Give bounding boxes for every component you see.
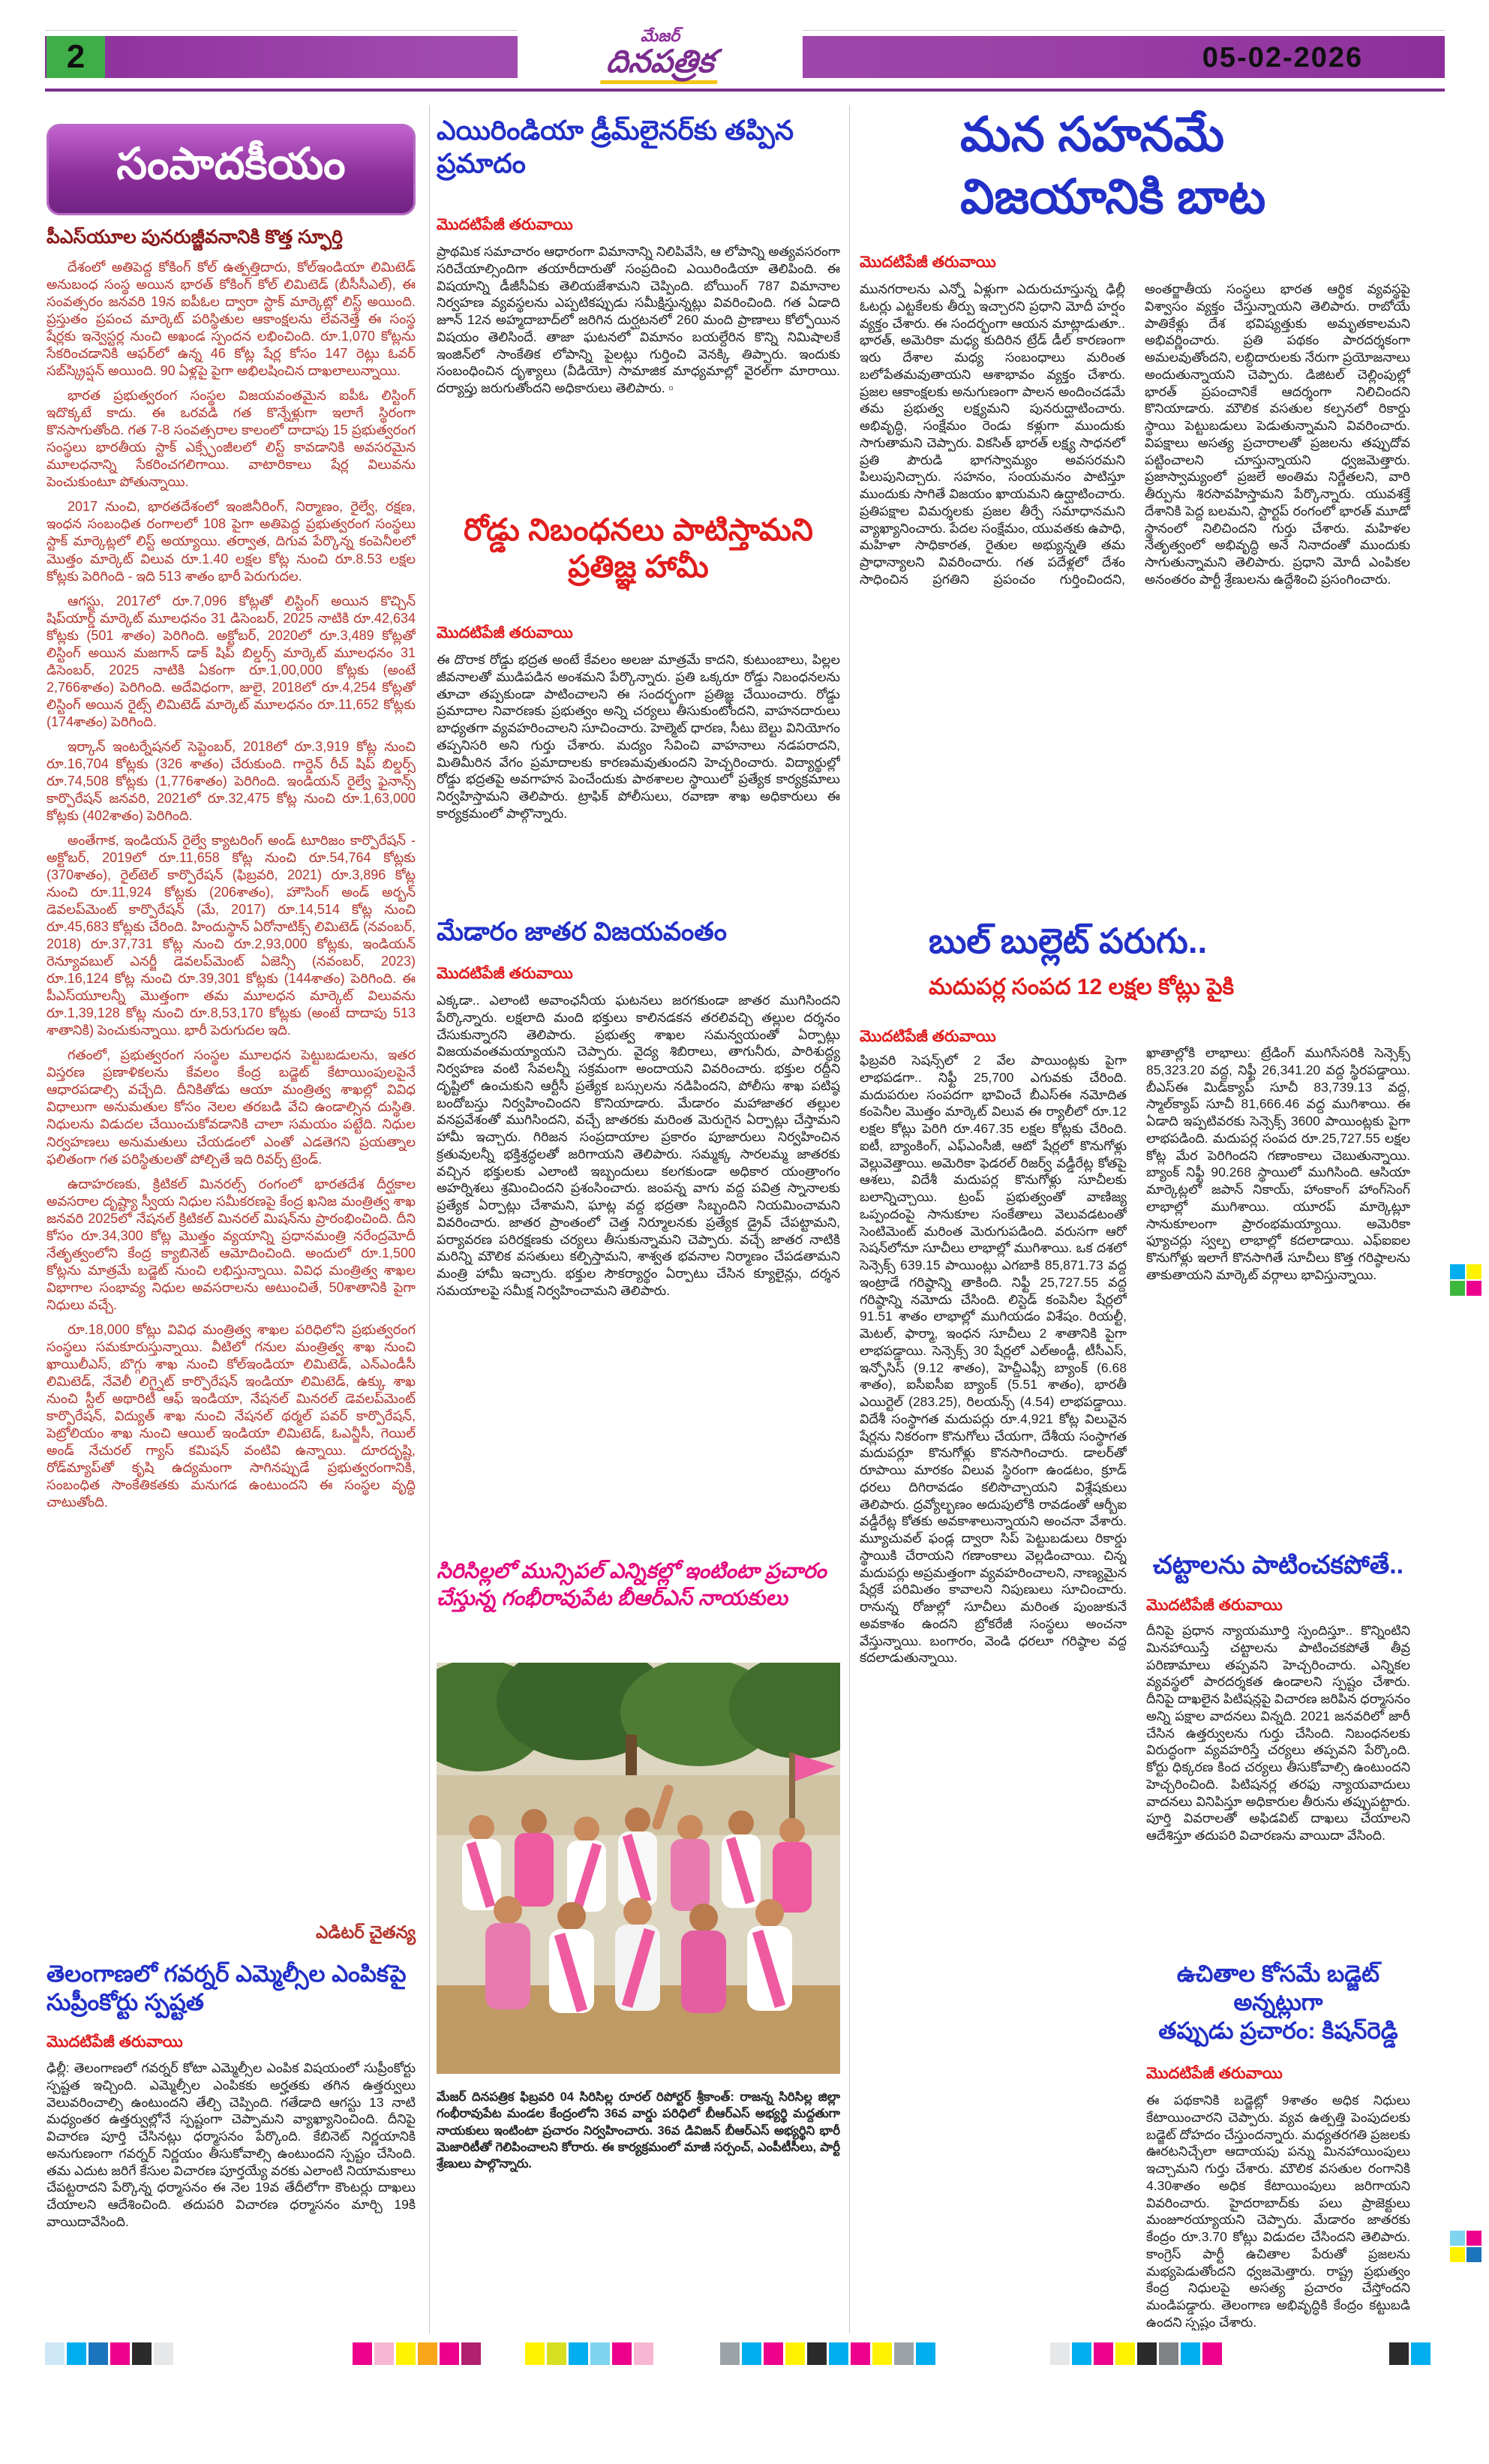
registration-marks bbox=[353, 2342, 483, 2365]
main-story-body: మునగరాలను ఎన్నో ఏళ్లుగా ఎదురుచూస్తున్న ఢిల్లీ ఓటర్లు ఎట్టకేలకు తీర్పు ఇచ్చారని ప్రధాని మోదీ హర్షం వ్యక్తం చేశారు. ఈ సందర్భంగా ఆయన మాట్లాడుతూ.. భారత్, అమెరికా మధ్య కుదిరిన ట్రేడ్ డీల్ కారణంగా ఇరు దేశాల మధ్య సంబంధాలు మరింత బలోపేతమవుతాయని ఆశాభావం వ్యక్తం చేశారు. ప్రజల ఆకాంక్షలకు అనుగుణంగా పాలన అందించడమే తమ ప్రభుత్వ లక్ష్యమని పునరుద్ఘాటించారు. అభివృద్ధి, సంక్షేమం రెండు కళ్లుగా ముందుకు సాగుతామని చెప్పారు. వికసిత్ భారత్ లక్ష్య సాధనలో ప్రతి పౌరుడి భాగస్వామ్యం అవసరమని పిలుపునిచ్చారు. సహనం, సంయమనం పాటిస్తూ ముందుకు సాగితే విజయం ఖాయమని ఉద్ఘాటించారు. ప్రతిపక్షాల విమర్శలకు ప్రజల తీర్పే సమాధానమని వ్యాఖ్యానించారు. పేదల సంక్షేమం, యువతకు ఉపాధి, మహిళా సాధికారత, రైతుల అభ్యున్నతి తమ ప్రాధాన్యాలని వివరించారు. గత పదేళ్లలో దేశం సాధించిన ప్రగతిని ప్రపంచం గుర్తించిందని, అంతర్జాతీయ సంస్థలు భారత ఆర్థిక వ్యవస్థపై విశ్వాసం వ్యక్తం చేస్తున్నాయని తెలిపారు. రాబోయే పాతికేళ్లు దేశ భవిష్యత్తుకు అమృతకాలమని అభివర్ణించారు. ప్రతి పథకం పారదర్శకంగా అమలవుతోందని, లబ్ధిదారులకు నేరుగా ప్రయోజనాలు అందుతున్నాయని చెప్పారు. డిజిటల్ చెల్లింపుల్లో భారత్ ప్రపంచానికే ఆదర్శంగా నిలిచిందని కొనియాడారు. మౌలిక వసతుల కల్పనలో రికార్డు స్థాయి పెట్టుబడులు పెడుతున్నామని వివరించారు. విపక్షాలు అసత్య ప్రచారాలతో ప్రజలను తప్పుదోవ పట్టించాలని చూస్తున్నాయని ధ్వజమెత్తారు. ప్రజాస్వామ్యంలో ప్రజలే అంతిమ నిర్ణేతలని, వారి తీర్పును శిరసావహిస్తామని పేర్కొన్నారు. యువశక్తే దేశానికి పెద్ద బలమని, స్టార్టప్ రంగంలో భారత్ మూడో స్థానంలో నిలిచిందని గుర్తు చేశారు. మహిళల నేతృత్వంలో అభివృద్ధి అనే నినాదంతో ముందుకు సాగుతున్నామని తెలిపారు. ప్రధాని మోదీ ఎంపికల అనంతరం పార్టీ శ్రేణులను ఉద్దేశించి ప్రసంగించారు. bbox=[860, 281, 1410, 587]
registration-marks bbox=[1050, 2342, 1224, 2365]
campaign-photo-graphic bbox=[437, 1663, 840, 2074]
main-headline-line1: మన సహనమే bbox=[960, 107, 1225, 161]
masthead-logo bbox=[518, 26, 803, 87]
continued-label: మొదటిపేజీ తరువాయి bbox=[1146, 2065, 1283, 2082]
air-india-body: ప్రాథమిక సమాచారం ఆధారంగా విమానాన్ని నిలిపివేసి, ఆ లోపాన్ని అత్యవసరంగా సరిచేయాల్సిందిగా తయారీదారుతో సంప్రదించి ఎయిరిండియా తెలిపింది. ఈ విషయాన్ని డీజీసీఏకు తెలియజేశామని చెప్పింది. బోయింగ్ 787 విమానాల నిర్వహణ వ్యవస్థలను ఎప్పటికప్పుడు సమీక్షిస్తున్నట్లు వివరించింది. గత ఏడాది జూన్ 12న అహ్మదాబాద్‌లో జరిగిన దుర్ఘటనలో 260 మంది ప్రాణాలు కోల్పోయిన విషయం తెలిసిందే. తాజా ఘటనలో విమానం బయల్దేరిన కొన్ని నిమిషాలకే ఇంజిన్‌లో సాంకేతిక లోపాన్ని పైలట్లు గుర్తించి వెనక్కి తిప్పారు. ఇందుకు సంబంధించిన దృశ్యాలు (వీడియో) సామాజిక మాధ్యమాల్లో వైరల్‌గా మారాయి. దర్యాప్తు జరుగుతోందని అధికారులు తెలిపారు. ▫ bbox=[437, 244, 840, 395]
editorial-byline: ఎడిటర్ చైతన్య bbox=[316, 1922, 416, 1942]
registration-marks bbox=[720, 2342, 938, 2365]
brs-campaign-photo bbox=[437, 1663, 840, 2074]
continued-label: మొదటిపేజీ తరువాయి bbox=[47, 2033, 183, 2051]
edition-date: 05-02-2026 bbox=[1202, 42, 1364, 74]
continued-label: మొదటిపేజీ తరువాయి bbox=[860, 254, 996, 271]
continued-label: మొదటిపేజీ తరువాయి bbox=[437, 216, 573, 233]
bull-run-headline: బుల్ బుల్లెట్ పరుగు.. bbox=[929, 921, 1208, 960]
laws-body: దీనిపై ప్రధాన న్యాయమూర్తి స్పందిస్తూ.. కొన్నింటిని మినహాయిస్తే చట్టాలను పాటించకపోతే తీవ్ర పరిణామాలు తప్పవని హెచ్చరించారు. ఎన్నికల వ్యవస్థలో పారదర్శకత ఉండాలని స్పష్టం చేశారు. దీనిపై దాఖలైన పిటిషన్లపై విచారణ జరిపిన ధర్మాసనం అన్ని పక్షాల వాదనలు విన్నది. 2021 జనవరిలో జారీ చేసిన ఉత్తర్వులను గుర్తు చేసింది. నిబంధనలకు విరుద్ధంగా వ్యవహరిస్తే చర్యలు తప్పవని పేర్కొంది. కోర్టు ధిక్కరణ కింద చర్యలు తీసుకోవాల్సి ఉంటుందని హెచ్చరించింది. పిటిషనర్ల తరఫు న్యాయవాదులు వాదనలు వినిపిస్తూ అధికారుల తీరును తప్పుపట్టారు. పూర్తి వివరాలతో అఫిడవిట్ దాఖలు చేయాలని ఆదేశిస్తూ తదుపరి విచారణను వాయిదా వేసింది. bbox=[1146, 1623, 1410, 1843]
page-number: 2 bbox=[47, 36, 105, 78]
medaram-headline: మేడారం జాతర విజయవంతం bbox=[437, 918, 727, 946]
road-safety-body: ఈ దొరాక రోడ్డు భద్రత అంటే కేవలం అలజు మాత్రమే కాదని, కుటుంబాలు, పిల్లల జీవనాలతో ముడిపడిన అంశమని పేర్కొన్నారు. ప్రతి ఒక్కరూ రోడ్డు నిబంధనలను తూచా తప్పకుండా పాటించాలని ఈ సందర్భంగా ప్రతిజ్ఞ చేయించారు. రోడ్డు ప్రమాదాల నివారణకు ప్రభుత్వం అన్ని చర్యలు తీసుకుంటోందని, వాహనదారులు బాధ్యతగా వ్యవహరించాలని సూచించారు. హెల్మెట్ ధారణ, సీటు బెల్టు వినియోగం తప్పనిసరి అని గుర్తు చేశారు. మద్యం సేవించి వాహనాలు నడపరాదని, మితిమీరిన వేగం ప్రమాదాలకు కారణమవుతుందని హెచ్చరించారు. విద్యార్థుల్లో రోడ్డు భద్రతపై అవగాహన పెంచేందుకు పాఠశాలల స్థాయిలో ప్రత్యేక కార్యక్రమాలు నిర్వహిస్తామని తెలిపారు. ట్రాఫిక్ పోలీసులు, రవాణా శాఖ అధికారులు ఈ కార్యక్రమంలో పాల్గొన్నారు. bbox=[437, 652, 840, 821]
registration-marks-edge bbox=[1449, 2230, 1485, 2263]
continued-label: మొదటిపేజీ తరువాయి bbox=[437, 965, 573, 982]
registration-marks bbox=[45, 2342, 176, 2365]
supreme-court-headline: తెలంగాణలో గవర్నర్ ఎమ్మెల్సీల ఎంపికపై సుప్రీంకోర్టు స్పష్టత bbox=[47, 1961, 407, 2015]
continued-label: మొదటిపేజీ తరువాయి bbox=[437, 624, 573, 642]
kishan-headline-line1: ఉచితాల కోసమే బడ్జెట్ అన్నట్లుగా bbox=[1176, 1961, 1380, 2015]
header-rule bbox=[45, 89, 1445, 92]
continued-label: మొదటిపేజీ తరువాయి bbox=[1146, 1597, 1283, 1614]
continued-label: మొదటిపేజీ తరువాయి bbox=[860, 1028, 996, 1045]
editorial-heading: పీఎస్‌యూల పునరుజ్జీవనానికి కొత్త స్ఫూర్తి bbox=[47, 227, 343, 248]
kishan-headline-line2: తప్పుడు ప్రచారం: కిషన్‌రెడ్డి bbox=[1158, 2017, 1398, 2044]
supreme-court-body: ఢిల్లీ: తెలంగాణలో గవర్నర్ కోటా ఎమ్మెల్సీల ఎంపిక విషయంలో సుప్రీంకోర్టు స్పష్టత ఇచ్చింది. ఎమ్మెల్సీల ఎంపికకు అర్హతకు తగిన ఉత్తర్వులు వెలువరించాల్సి ఉంటుందని తేల్చి చెప్పింది. గతేడాది ఆగస్టు 13 నాటి మధ్యంతర ఉత్తర్వుల్లోనే స్పష్టంగా చెప్పామని వ్యాఖ్యానించింది. దీనిపై విచారణ పూర్తి చేసినట్లు ధర్మాసనం పేర్కొంది. కేబినెట్ నిర్ణయానికి అనుగుణంగా గవర్నర్ నిర్ణయం తీసుకోవాల్సి ఉంటుందని స్పష్టం చేసింది. తమ ఎదుట జరిగే కేసుల విచారణ పూర్తయ్యే వరకు ఎలాంటి నియామకాలు చేపట్టరాదని పేర్కొన్న ధర్మాసనం ఈ నెల 19వ తేదీలోగా కౌంటర్లు దాఖలు చేయాలని ఆదేశించింది. తదుపరి విచారణ ధర్మాసనం మార్చి 19కి వాయిదావేసింది. bbox=[47, 2060, 416, 2229]
kishan-headline bbox=[1146, 1960, 1410, 2045]
laws-headline: చట్టాలను పాటించకపోతే.. bbox=[1152, 1551, 1404, 1579]
editorial-section-banner: సంపాదకీయం bbox=[47, 124, 416, 215]
editorial-body: దేశంలో అతిపెద్ద కోకింగ్ కోల్ ఉత్పత్తిదారు, కోల్ఇండియా లిమిటెడ్ అనుబంధ సంస్థ అయిన భారత్ కోకింగ్ కోల్ లిమిటెడ్ (బీసీసీఎల్), ఈ సంవత్సరం జనవరి 19న ఐపీఓల ద్వారా స్టాక్ మార్కెట్లో లిస్ట్ అయింది. ప్రస్తుతం ప్రపంచ మార్కెట్ పరిస్థితుల ఆకాంక్షలను లేవనెత్తే ఈ సంస్థ షేర్లకు ఇన్వెస్టర్ల నుంచి అఖండ స్పందన లభించింది. రూ.1,070 కోట్లను సేకరించడానికి ఆఫర్‌లో ఉన్న 46 కోట్ల షేర్ల కోసం 147 రెట్లు ఓవర్ సబ్‌స్క్రిప్షన్ అయింది. 90 ఏళ్లపై పైగా అభిలషించిన దాఖలాలున్నాయి. భారత ప్రభుత్వరంగ సంస్థల విజయవంతమైన ఐపీఓ లిస్టింగ్ ఇదొక్కటే కాదు. ఈ ఒరవడి గత కొన్నేళ్లుగా ఇలాగే స్థిరంగా కొనసాగుతోంది. గత 7-8 సంవత్సరాల కాలంలో దాదాపు 15 ప్రభుత్వరంగ సంస్థలు భారతీయ స్టాక్ ఎక్స్ఛేంజీలలో లిస్ట్ కావడానికి అవసరమైన మూలధనాన్ని సేకరించగలిగాయి. వాటారికాలు షేర్ల విలువను పెంచుకుంటూ పోతున్నాయి. 2017 నుంచి, భారతదేశంలో ఇంజినీరింగ్, నిర్మాణం, రైల్వే, రక్షణ, ఇంధన సంబంధిత రంగాలలో 108 పైగా అతిపెద్ద ప్రభుత్వరంగ సంస్థలు స్టాక్ మార్కెట్లలో లిస్ట్ అయ్యాయి. తర్వాత, దిగువ పేర్కొన్న కంపెనీలలో మొత్తం మార్కెట్ విలువ రూ.1.40 లక్షల కోట్ల నుంచి రూ.8.53 లక్షల కోట్లకు పెరిగింది - ఇది 513 శాతం భారీ పెరుగుదల. ఆగస్టు, 2017లో రూ.7,096 కోట్లతో లిస్టింగ్ అయిన కొచ్చిన్ షిప్‌యార్డ్ మార్కెట్ మూలధనం 31 డిసెంబర్, 2025 నాటికి రూ.42,634 కోట్లకు (501 శాతం) పెరిగింది. అక్టోబర్, 2020లో రూ.3,489 కోట్లతో లిస్టింగ్ అయిన మజగాన్ డాక్ షిప్ బిల్డర్స్ మార్కెట్ మూలధనం 31 డిసెంబర్, 2025 నాటికి ఏకంగా రూ.1,00,000 కోట్లకు (అంటే 2,766శాతం) పెరిగింది. అదేవిధంగా, జులై, 2018లో రూ.4,254 కోట్లతో లిస్టింగ్ అయిన రైట్స్ లిమిటెడ్ మార్కెట్ మూలధనం రూ.11,652 కోట్లకు (174శాతం) పెరిగింది. ఇర్కాన్ ఇంటర్నేషనల్ సెప్టెంబర్, 2018లో రూ.3,919 కోట్ల నుంచి రూ.16,704 కోట్లకు (326 శాతం) చేరుకుంది. గార్డెన్ రీచ్ షిప్ బిల్డర్స్ రూ.74,508 కోట్లకు (1,776శాతం) పెరిగింది. ఇండియన్ రైల్వే ఫైనాన్స్ కార్పొరేషన్ జనవరి, 2021లో రూ.32,475 కోట్ల నుంచి రూ.1,63,000 కోట్లకు (402శాతం) పెరిగింది. అంతేగాక, ఇండియన్ రైల్వే క్యాటరింగ్ అండ్ టూరిజం కార్పొరేషన్ - అక్టోబర్, 2019లో రూ.11,658 కోట్ల నుంచి రూ.54,764 కోట్లకు (370శాతం), రైల్‌టెల్ కార్పొరేషన్ (ఫిబ్రవరి, 2021) రూ.3,896 కోట్ల నుంచి రూ.11,924 కోట్లకు (206శాతం), హౌసింగ్ అండ్ అర్బన్ డెవలప్‌మెంట్ కార్పొరేషన్ (మే, 2017) రూ.14,514 కోట్ల నుంచి రూ.45,683 కోట్లకు చేరింది. హిందుస్థాన్ ఏరోనాటిక్స్ లిమిటెడ్ (నవంబర్, 2018) రూ.37,731 కోట్ల నుంచి రూ.2,93,000 కోట్లకు, ఇండియన్ రెన్యూవబుల్ ఎనర్జీ డెవలప్‌మెంట్ ఏజెన్సీ (నవంబర్, 2023) రూ.16,124 కోట్ల నుంచి రూ.39,301 కోట్లకు (144శాతం) పెరిగింది. ఈ పీఎస్‌యూలన్నీ మొత్తంగా తమ మూలధన మార్కెట్ విలువను రూ.1,39,128 కోట్ల నుంచి రూ.8,53,170 కోట్లకు (అంటే దాదాపు 513 శాతానికి) పెంచుకున్నాయి. భారీ పెరుగుదల ఇది. గతంలో, ప్రభుత్వరంగ సంస్థల మూలధన పెట్టుబడులను, ఇతర విస్తరణ ప్రణాళికలను కేవలం కేంద్ర బడ్జెట్ కేటాయింపులపైనే ఆధారపడాల్సి వచ్చేది. దీనికితోడు ఆయా మంత్రిత్వ శాఖల్లో వివిధ విధాలుగా అనుమతుల కోసం నెలల తరబడి వేచి ఉండాల్సిన దుస్థితి. నిధులను విడుదల చేయించుకోవడానికి చాలా సమయం పట్టేది. నిధుల నిర్వహణలు అనుమతులు చేయడంలో ఎంతో ఎడతెగని ప్రయత్నాల ఫలితంగా గత పరిస్థితులతో పోల్చితే ఇది రివర్స్ ట్రెండ్. ఉదాహరణకు, క్రిటికల్ మినరల్స్ రంగంలో భారతదేశ దీర్ఘకాల అవసరాల దృష్ట్యా స్వీయ నిధుల సమీకరణపై కేంద్ర ఖనిజ మంత్రిత్వ శాఖ జనవరి 2025లో నేషనల్ క్రిటికల్ మినరల్ మిషన్‌ను ప్రారంభించింది. దీని కోసం రూ.34,300 కోట్ల మొత్తం వ్యయాన్ని ప్రధానమంత్రి నరేంద్రమోదీ నేతృత్వంలోని కేంద్ర క్యాబినెట్ ఆమోదించింది. అందులో రూ.1,500 కోట్లను మాత్రమే బడ్జెట్ నుంచి లభిస్తున్నాయి. వివిధ మంత్రిత్వ శాఖల విభాగాల సంభావ్య నిధుల అవసరాలను అటుంచితే, 50శాతానికి పైగా నిధులు వచ్చే. రూ.18,000 కోట్లు వివిధ మంత్రిత్వ శాఖల పరిధిలోని ప్రభుత్వరంగ సంస్థలు సమకూరుస్తున్నాయి. వీటిలో గనుల మంత్రిత్వ శాఖ నుంచి ఖాయిలీఎస్, బొగ్గు శాఖ నుంచి కోల్ఇండియా లిమిటెడ్, ఎన్ఎండీసీ లిమిటెడ్, నేవెలీ లిగ్నైట్ కార్పొరేషన్ ఇండియా లిమిటెడ్, ఉక్కు శాఖ నుంచి స్టీల్ అథారిటీ ఆఫ్ ఇండియా, నేషనల్ మినరల్ డెవలప్‌మెంట్ కార్పొరేషన్, విద్యుత్ శాఖ నుంచి నేషనల్ థర్మల్ పవర్ కార్పొరేషన్, పెట్రోలియం శాఖ నుంచి ఆయిల్ ఇండియా లిమిటెడ్, ఓఎన్జీసీ, గెయిల్ అండ్ నేచురల్ గ్యాస్ కమిషన్ వంటివి ఉన్నాయి. దూరదృష్టి, రోడ్‌మ్యాప్‌తో కృషి ఉద్యమంగా సాగినప్పుడే ప్రభుత్వరంగానికి, సంబంధిత సాంకేతికతకు మనుగడ ఉంటుందని ఈ సంస్థల వృద్ధి చాటుతోంది. bbox=[47, 260, 416, 1510]
masthead-word-main: దినపత్రిక bbox=[600, 44, 720, 84]
medaram-body: ఎక్కడా.. ఎలాంటి అవాంఛనీయ ఘటనలు జరగకుండా జాతర ముగిసిందని పేర్కొన్నారు. లక్షలాది మంది భక్తులు కాలినడకన తరలివచ్చి తల్లుల దర్శనం చేసుకున్నారని తెలిపారు. ప్రభుత్వ శాఖల సమన్వయంతో ఏర్పాట్లు విజయవంతమయ్యాయని చెప్పారు. వైద్య శిబిరాలు, తాగునీరు, పారిశుద్ధ్య నిర్వహణ వంటి సేవలన్నీ సక్రమంగా అందాయని వివరించారు. భక్తుల రద్దీని దృష్టిలో ఉంచుకుని ఆర్టీసీ ప్రత్యేక బస్సులను నడిపిందని, పోలీసు శాఖ పటిష్ఠ బందోబస్తు నిర్వహించిందని కొనియాడారు. మేడారం మహాజాతర తల్లుల వనప్రవేశంతో ముగిసిందని, వచ్చే జాతరకు మరింత మెరుగైన ఏర్పాట్లు చేస్తామని హామీ ఇచ్చారు. గిరిజన సంప్రదాయాల ప్రకారం పూజారులు నిర్వహించిన క్రతువులన్నీ భక్తిశ్రద్ధలతో జరిగాయని తెలిపారు. సమ్మక్క సారలమ్మ జాతరకు వచ్చిన భక్తులకు ఎలాంటి ఇబ్బందులు కలగకుండా అధికార యంత్రాంగం అహర్నిశలు శ్రమించిందని ప్రశంసించారు. జంపన్న వాగు వద్ద పవిత్ర స్నానాలకు ప్రత్యేక ఏర్పాట్లు చేశామని, ఘాట్ల వద్ద భద్రతా సిబ్బందిని నియమించామని వివరించారు. జాతర ప్రాంతంలో చెత్త నిర్మూలనకు ప్రత్యేక డ్రైవ్ చేపట్టామని, పర్యావరణ పరిరక్షణకు చర్యలు తీసుకున్నామని చెప్పారు. వచ్చే జాతర నాటికి మరిన్ని మౌలిక వసతులు కల్పిస్తామని, శాశ్వత భవనాల నిర్మాణం చేపడతామని మంత్రి హామీ ఇచ్చారు. భక్తుల సౌకర్యార్థం ఏర్పాటు చేసిన క్యూలైన్లు, దర్శన సమయాలపై సమీక్ష నిర్వహించామని తెలిపారు. bbox=[437, 993, 840, 1298]
road-safety-headline: రోడ్డు నిబంధనలు పాటిస్తామని ప్రతిజ్ఞ హామీ bbox=[464, 512, 813, 584]
main-headline bbox=[960, 104, 1418, 228]
masthead-word-small: మేజర్ bbox=[640, 26, 680, 46]
brs-campaign-headline: సిరిసిల్లలో మున్సిపల్ ఎన్నికల్లో ఇంటింటా ప్రచారం చేస్తున్న గంభీరావుపేట బీఆర్ఎస్ నాయకులు bbox=[437, 1559, 827, 1610]
registration-marks-edge bbox=[1449, 1264, 1485, 1297]
bull-run-subheadline: మదుపర్ల సంపద 12 లక్షల కోట్లు పైకి bbox=[929, 975, 1235, 999]
kishan-body: ఈ పథకానికి బడ్జెట్లో 9శాతం అధిక నిధులు కేటాయించారని చెప్పారు. వ్యవ ఉత్పత్తి పెంపుదలకు బడ్జెట్ దోహదం చేస్తుందన్నారు. మధ్యతరగతి ప్రజలకు ఊరటనిచ్చేలా ఆదాయపు పన్ను మినహాయింపులు ఇచ్చామని గుర్తు చేశారు. మౌలిక వసతుల రంగానికి 4.30శాతం అధిక కేటాయింపులు జరిగాయని వివరించారు. హైదరాబాద్‌కు పలు ప్రాజెక్టులు మంజూరయ్యాయని చెప్పారు. మేడారం జాతరకు కేంద్రం రూ.3.70 కోట్లు విడుదల చేసిందని తెలిపారు. కాంగ్రెస్ పార్టీ ఉచితాల పేరుతో ప్రజలను మభ్యపెడుతోందని ధ్వజమెత్తారు. రాష్ట్ర ప్రభుత్వం కేంద్ర నిధులపై అసత్య ప్రచారం చేస్తోందని మండిపడ్డారు. తెలంగాణ అభివృద్ధికి కేంద్రం కట్టుబడి ఉందని స్పష్టం చేశారు. bbox=[1146, 2093, 1410, 2330]
main-headline-line2: విజయానికి బాట bbox=[960, 170, 1266, 224]
bull-run-body-left: ఫిబ్రవరి సెషన్స్‌లో 2 వేల పాయింట్లకు పైగా లాభపడగా.. నిఫ్టీ 25,700 ఎగువకు చేరింది. మదుపరుల సంపదగా భావించే బీఎస్ఈ నమోదిత కంపెనీల మొత్తం మార్కెట్ విలువ ఈ ర్యాలీలో రూ.12 లక్షల కోట్లు పెరిగి రూ.467.35 లక్షల కోట్లకు చేరింది. ఐటీ, బ్యాంకింగ్, ఎఫ్ఎంసీజీ, ఆటో షేర్లలో కొనుగోళ్లు వెల్లువెత్తాయి. అమెరికా ఫెడరల్ రిజర్వ్ వడ్డీరేట్ల కోతపై ఆశలు, విదేశీ మదుపర్ల కొనుగోళ్లు సూచీలకు బలాన్నిచ్చాయి. ట్రంప్ ప్రభుత్వంతో వాణిజ్య ఒప్పందంపై సానుకూల సంకేతాలు వెలువడటంతో సెంటిమెంట్ మరింత మెరుగుపడింది. వరుసగా ఆరో సెషన్‌లోనూ సూచీలు లాభాల్లో ముగిశాయి. ఒక దశలో సెన్సెక్స్ 639.15 పాయింట్లు ఎగబాకి 85,871.73 వద్ద ఇంట్రాడే గరిష్ఠాన్ని తాకింది. నిఫ్టీ 25,727.55 వద్ద గరిష్ఠాన్ని నమోదు చేసింది. లిస్టెడ్ కంపెనీల షేర్లలో 91.51 శాతం లాభాల్లో ముగియడం విశేషం. రియల్టీ, మెటల్, ఫార్మా, ఇంధన సూచీలు 2 శాతానికి పైగా లాభపడ్డాయి. సెన్సెక్స్ 30 షేర్లలో ఎల్అండ్టీ, టీసీఎస్, ఇన్ఫోసిస్ (9.12 శాతం), హెచ్డీఎఫ్సీ బ్యాంక్ (6.68 శాతం), ఐసీఐసీఐ బ్యాంక్ (5.51 శాతం), భారతీ ఎయిర్టెల్ (283.25), రిలయన్స్ (4.54) లాభపడ్డాయి. విదేశీ సంస్థాగత మదుపర్లు రూ.4,921 కోట్ల విలువైన షేర్లను నికరంగా కొనుగోలు చేయగా, దేశీయ సంస్థాగత మదుపర్లూ కొనుగోళ్లు కొనసాగించారు. డాలర్‌తో రూపాయి మారకం విలువ స్థిరంగా ఉండటం, క్రూడ్ ధరలు దిగిరావడం కలిసొచ్చాయని విశ్లేషకులు తెలిపారు. ద్రవ్యోల్బణం అదుపులోకి రావడంతో ఆర్బీఐ వడ్డీరేట్ల కోతకు అవకాశాలున్నాయని అంచనా వేశారు. మ్యూచువల్ ఫండ్ల ద్వారా సిప్ పెట్టుబడులు రికార్డు స్థాయికి చేరాయని గణాంకాలు వెల్లడించాయి. చిన్న మదుపర్లు అప్రమత్తంగా వ్యవహరించాలని, నాణ్యమైన షేర్లకే పరిమితం కావాలని నిపుణులు సూచించారు. రానున్న రోజుల్లో సూచీలు మరింత పుంజుకునే అవకాశం ఉందని బ్రోకరేజీ సంస్థలు అంచనా వేస్తున్నాయి. బంగారం, వెండి ధరలూ గరిష్ఠాల వద్ద కదలాడుతున్నాయి. bbox=[860, 1053, 1127, 1666]
air-india-headline: ఎయిరిండియా డ్రీమ్‌లైనర్‌కు తప్పిన ప్రమాదం bbox=[437, 115, 794, 179]
brs-campaign-caption: మేజర్ దినపత్రిక ఫిబ్రవరి 04 సిరిసిల్ల రూరల్ రిపోర్టర్ శ్రీకాంత్: రాజన్న సిరిసిల్ల జిల్లా గంభీరావుపేట మండల కేంద్రంలోని 36వ వార్డు పరిధిలో బీఆర్ఎస్ అభ్యర్థి మద్దతుగా నాయకులు ఇంటింటా ప్రచారం నిర్వహించారు. 36వ డివిజన్ బీఆర్ఎస్ అభ్యర్థిని భారీ మెజారిటీతో గెలిపించాలని కోరారు. ఈ కార్యక్రమంలో మాజీ సర్పంచ్, ఎంపీటీసీలు, పార్టీ శ్రేణులు పాల్గొన్నారు. bbox=[437, 2090, 840, 2171]
bull-run-body-right: ఖాతాల్లోకి లాభాలు: ట్రేడింగ్ ముగిసేసరికి సెన్సెక్స్ 85,323.20 వద్ద, నిఫ్టీ 26,341.20 వద్ద స్థిరపడ్డాయి. బీఎస్ఈ మిడ్‌క్యాప్ సూచీ 83,739.13 వద్ద, స్మాల్‌క్యాప్ సూచీ 81,666.46 వద్ద ముగిశాయి. ఈ ఏడాది ఇప్పటివరకు సెన్సెక్స్ 3600 పాయింట్లకు పైగా లాభపడింది. మదుపర్ల సంపద రూ.25,727.55 లక్షల కోట్ల మేర పెరిగిందని గణాంకాలు చెబుతున్నాయి. బ్యాంక్ నిఫ్టీ 90.268 స్థాయిలో ముగిసింది. ఆసియా మార్కెట్లలో జపాన్ నికాయ్, హాంకాంగ్ హాంగ్‌సెంగ్ లాభాల్లో ముగిశాయి. యూరప్ మార్కెట్లూ సానుకూలంగా ప్రారంభమయ్యాయి. అమెరికా ఫ్యూచర్లు స్వల్ప లాభాల్లో కదలాడాయి. ఎఫ్ఐఐల కొనుగోళ్లు ఇలాగే కొనసాగితే సూచీలు కొత్త గరిష్ఠాలను తాకుతాయని మార్కెట్ వర్గాలు భావిస్తున్నాయి. bbox=[1146, 1045, 1410, 1282]
registration-marks bbox=[1389, 2342, 1433, 2365]
column-divider bbox=[849, 105, 850, 2333]
column-divider bbox=[429, 105, 430, 2333]
registration-marks bbox=[525, 2342, 656, 2365]
